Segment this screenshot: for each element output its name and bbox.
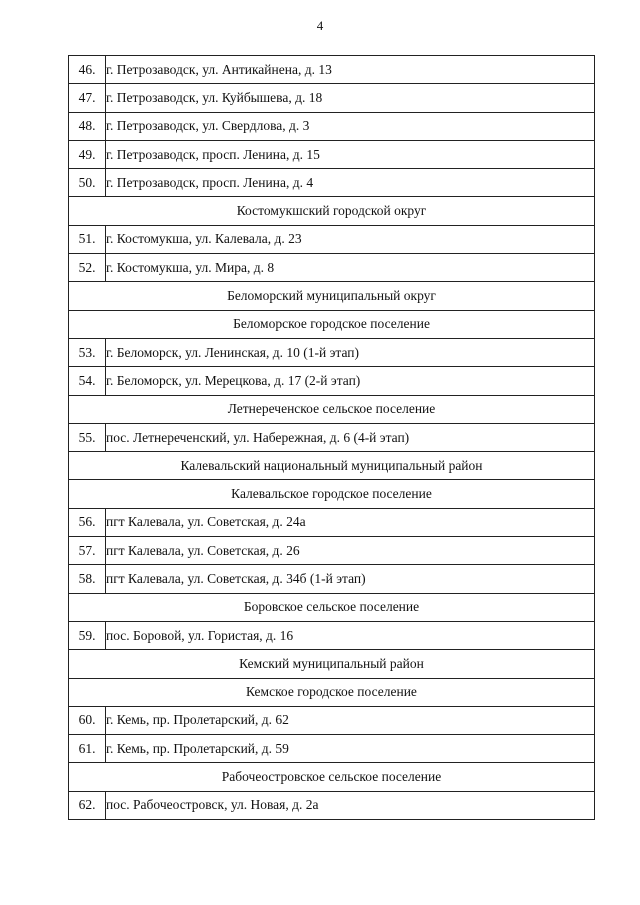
section-title: Беломорский муниципальный округ bbox=[69, 282, 595, 310]
row-number: 62. bbox=[69, 791, 106, 819]
section-header-row bbox=[69, 480, 595, 508]
row-number: 59. bbox=[69, 621, 106, 649]
row-number: 48. bbox=[69, 112, 106, 140]
row-number: 55. bbox=[69, 423, 106, 451]
table-row bbox=[69, 169, 595, 197]
table-row bbox=[69, 565, 595, 593]
address-text: г. Кемь, пр. Пролетарский, д. 59 bbox=[106, 735, 595, 763]
address-table-body bbox=[69, 56, 595, 820]
section-header-row bbox=[69, 593, 595, 621]
address-text: пгт Калевала, ул. Советская, д. 24а bbox=[106, 508, 595, 536]
section-header-row bbox=[69, 310, 595, 338]
row-number: 51. bbox=[69, 225, 106, 253]
row-number: 56. bbox=[69, 508, 106, 536]
table-row bbox=[69, 338, 595, 366]
table-row bbox=[69, 423, 595, 451]
address-table bbox=[68, 55, 595, 820]
address-text: г. Петрозаводск, ул. Антикайнена, д. 13 bbox=[106, 56, 595, 84]
section-title: Костомукшский городской округ bbox=[69, 197, 595, 225]
address-text: г. Петрозаводск, просп. Ленина, д. 15 bbox=[106, 140, 595, 168]
section-title: Калевальский национальный муниципальный район bbox=[69, 452, 595, 480]
section-title: Кемское городское поселение bbox=[69, 678, 595, 706]
section-title: Рабочеостровское сельское поселение bbox=[69, 763, 595, 791]
row-number: 53. bbox=[69, 338, 106, 366]
row-number: 49. bbox=[69, 140, 106, 168]
row-number: 58. bbox=[69, 565, 106, 593]
section-header-row bbox=[69, 282, 595, 310]
section-header-row bbox=[69, 763, 595, 791]
table-row bbox=[69, 621, 595, 649]
address-text: г. Костомукша, ул. Калевала, д. 23 bbox=[106, 225, 595, 253]
address-text: г. Петрозаводск, просп. Ленина, д. 4 bbox=[106, 169, 595, 197]
row-number: 46. bbox=[69, 56, 106, 84]
address-text: г. Кемь, пр. Пролетарский, д. 62 bbox=[106, 706, 595, 734]
section-title: Боровское сельское поселение bbox=[69, 593, 595, 621]
address-text: пгт Калевала, ул. Советская, д. 26 bbox=[106, 537, 595, 565]
section-title: Летнереченское сельское поселение bbox=[69, 395, 595, 423]
section-title: Калевальское городское поселение bbox=[69, 480, 595, 508]
table-row bbox=[69, 791, 595, 819]
row-number: 54. bbox=[69, 367, 106, 395]
address-text: г. Беломорск, ул. Мерецкова, д. 17 (2-й этап) bbox=[106, 367, 595, 395]
page-number: 4 bbox=[316, 18, 324, 33]
address-text: пос. Летнереченский, ул. Набережная, д. 6 (4-й этап) bbox=[106, 423, 595, 451]
table-row bbox=[69, 84, 595, 112]
table-row bbox=[69, 367, 595, 395]
address-text: пгт Калевала, ул. Советская, д. 34б (1-й этап) bbox=[106, 565, 595, 593]
row-number: 57. bbox=[69, 537, 106, 565]
row-number: 60. bbox=[69, 706, 106, 734]
table-row bbox=[69, 56, 595, 84]
section-header-row bbox=[69, 678, 595, 706]
table-row bbox=[69, 140, 595, 168]
section-header-row bbox=[69, 197, 595, 225]
table-row bbox=[69, 225, 595, 253]
table-row bbox=[69, 706, 595, 734]
table-row bbox=[69, 508, 595, 536]
table-row bbox=[69, 254, 595, 282]
table-row bbox=[69, 112, 595, 140]
address-text: г. Беломорск, ул. Ленинская, д. 10 (1-й этап) bbox=[106, 338, 595, 366]
section-header-row bbox=[69, 650, 595, 678]
row-number: 47. bbox=[69, 84, 106, 112]
row-number: 50. bbox=[69, 169, 106, 197]
section-title: Кемский муниципальный район bbox=[69, 650, 595, 678]
section-header-row bbox=[69, 452, 595, 480]
address-text: пос. Боровой, ул. Гористая, д. 16 bbox=[106, 621, 595, 649]
address-text: пос. Рабочеостровск, ул. Новая, д. 2а bbox=[106, 791, 595, 819]
section-title: Беломорское городское поселение bbox=[69, 310, 595, 338]
row-number: 52. bbox=[69, 254, 106, 282]
table-row bbox=[69, 735, 595, 763]
row-number: 61. bbox=[69, 735, 106, 763]
section-header-row bbox=[69, 395, 595, 423]
address-text: г. Костомукша, ул. Мира, д. 8 bbox=[106, 254, 595, 282]
table-row bbox=[69, 537, 595, 565]
address-text: г. Петрозаводск, ул. Свердлова, д. 3 bbox=[106, 112, 595, 140]
address-text: г. Петрозаводск, ул. Куйбышева, д. 18 bbox=[106, 84, 595, 112]
